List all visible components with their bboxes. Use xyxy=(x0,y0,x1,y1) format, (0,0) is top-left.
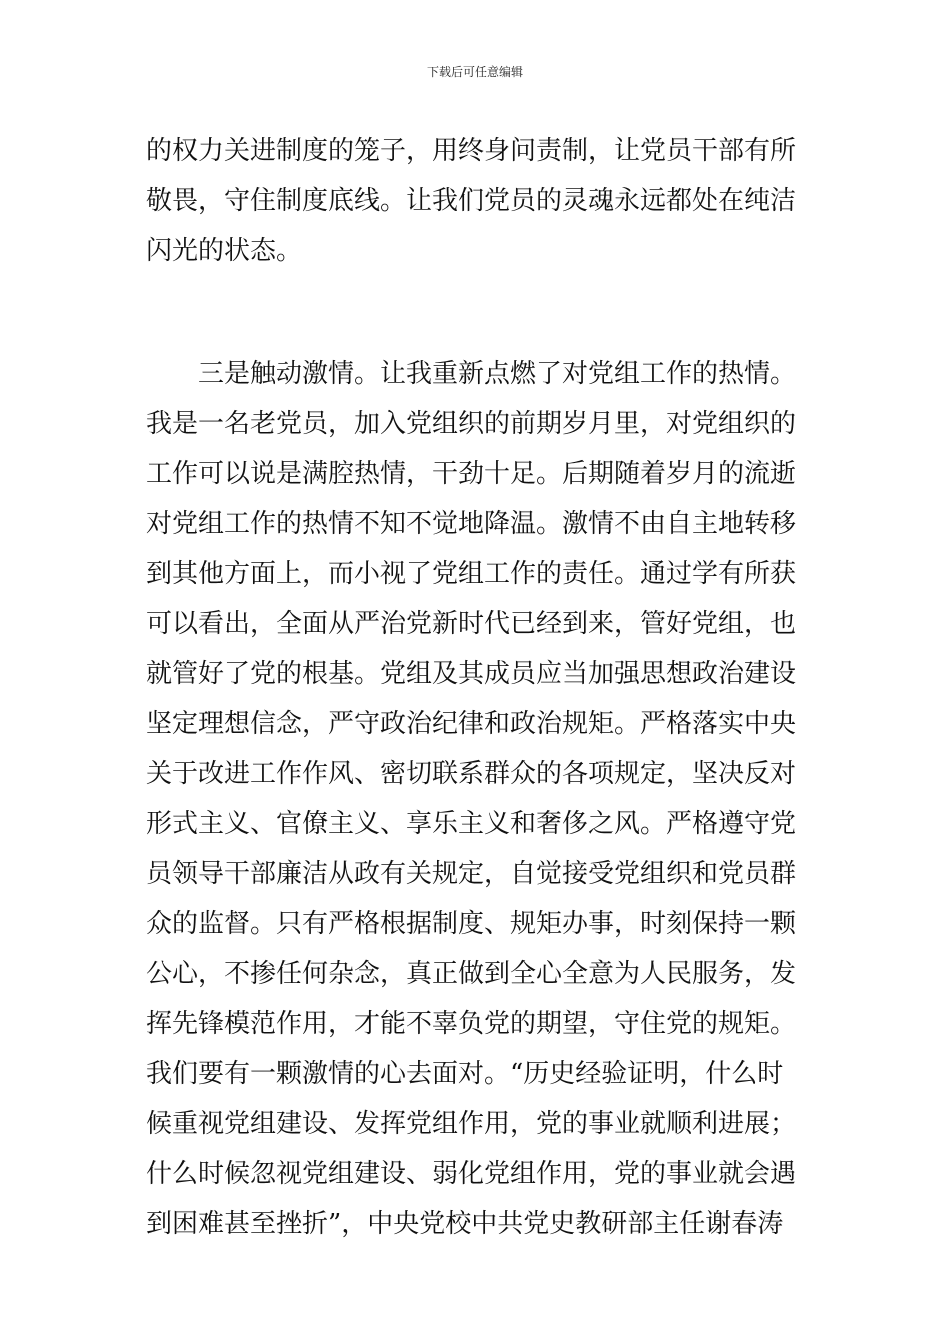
text-line: 什么时候忽视党组建设、弱化党组作用，党的事业就会遇 xyxy=(146,1159,797,1189)
text-line: 闪光的状态。 xyxy=(146,236,303,266)
page-header: 下载后可任意编辑 xyxy=(426,65,523,79)
text-line: 可以看出，全面从严治党新时代已经到来，管好党组，也 xyxy=(146,609,797,639)
text-line: 形式主义、官僚主义、享乐主义和奢侈之风。严格遵守党 xyxy=(146,809,797,839)
document-body xyxy=(146,126,808,1249)
text-line: 员领导干部廉洁从政有关规定，自觉接受党组织和党员群 xyxy=(146,859,797,889)
text-line: 坚定理想信念，严守政治纪律和政治规矩。严格落实中央 xyxy=(146,709,797,739)
text-line: 的权力关进制度的笼子，用终身问责制，让党员干部有所 xyxy=(146,136,797,166)
text-line: 敬畏，守住制度底线。让我们党员的灵魂永远都处在纯洁 xyxy=(146,186,797,216)
text-line: 挥先锋模范作用，才能不辜负党的期望，守住党的规矩。 xyxy=(146,1009,797,1039)
text-line: 公心，不掺任何杂念，真正做到全心全意为人民服务，发 xyxy=(146,959,797,989)
text-line: 关于改进工作作风、密切联系群众的各项规定，坚决反对 xyxy=(146,759,797,789)
text-line: 到其他方面上，而小视了党组工作的责任。通过学有所获 xyxy=(146,559,797,589)
paragraph-2 xyxy=(146,349,808,1249)
paragraph-1 xyxy=(146,126,808,276)
text-line: 就管好了党的根基。党组及其成员应当加强思想政治建设 xyxy=(146,659,797,689)
paragraph-spacer xyxy=(146,276,808,349)
text-line: 我是一名老党员，加入党组织的前期岁月里，对党组织的 xyxy=(146,409,797,439)
text-line: 对党组工作的热情不知不觉地降温。激情不由自主地转移 xyxy=(146,509,797,539)
text-line: 我们要有一颗激情的心去面对。“历史经验证明，什么时 xyxy=(146,1059,784,1089)
text-line: 候重视党组建设、发挥党组作用，党的事业就顺利进展； xyxy=(146,1109,797,1139)
text-line: 三是触动激情。让我重新点燃了对党组工作的热情。 xyxy=(198,359,797,389)
text-line: 工作可以说是满腔热情，干劲十足。后期随着岁月的流逝 xyxy=(146,459,797,489)
text-line: 到困难甚至挫折”，中央党校中共党史教研部主任谢春涛 xyxy=(146,1209,784,1239)
text-line: 众的监督。只有严格根据制度、规矩办事，时刻保持一颗 xyxy=(146,909,797,939)
